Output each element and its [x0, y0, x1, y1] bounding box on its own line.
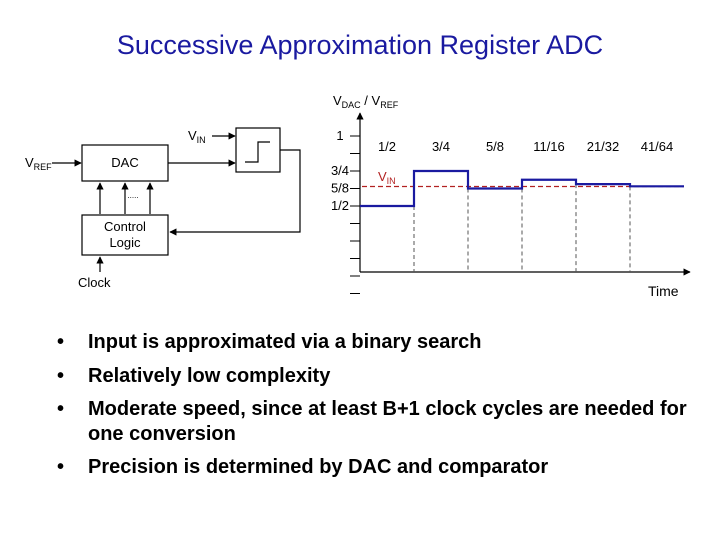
dac-bus-dots: ..... [127, 191, 139, 200]
bullet-dot: • [57, 456, 65, 478]
dac-label: DAC [111, 155, 139, 170]
step-value-label: 5/8 [485, 139, 505, 154]
y-tick-label: 3/4 [330, 163, 350, 178]
clock-label: Clock [78, 275, 111, 290]
bullet-text: Precision is determined by DAC and comparator [88, 456, 549, 478]
step-value-label: 41/64 [640, 139, 674, 154]
waveform-plot [331, 93, 690, 299]
y-tick-label: 5/8 [330, 180, 350, 196]
clock-gridlines [414, 184, 630, 272]
y-tick-label: 1 [336, 128, 344, 143]
block-diagram [25, 128, 300, 290]
bullet-dot: • [57, 331, 65, 353]
y-tick-labels [331, 128, 349, 213]
control-label-line1: Control [104, 219, 146, 234]
step-value-labels [378, 139, 673, 154]
bullet-text: Relatively low complexity [88, 364, 331, 387]
step-value-label: 1/2 [377, 139, 397, 154]
vref-label: $V_{REF}$ [25, 155, 52, 172]
step-value-label: 3/4 [431, 139, 451, 154]
xaxis-label: Time [648, 283, 679, 299]
comparator-vin-label: $V_{IN}$ [188, 128, 206, 145]
dac-step-waveform [360, 171, 684, 206]
bullet-list [55, 330, 705, 489]
bullet-item [55, 455, 705, 480]
control-label-line2: Logic [109, 235, 141, 250]
bullet-dot: • [57, 398, 65, 420]
bullet-item [55, 397, 705, 446]
bullet-item [55, 364, 705, 389]
vin-waveform-label: $V_{IN}$ [378, 169, 396, 186]
bullet-item [55, 330, 705, 355]
bullet-text: Moderate speed, since at least B+1 clock cycles are needed for one conversion [88, 398, 687, 445]
bullet-dot: • [57, 364, 65, 387]
step-value-label: 11/16 [533, 139, 565, 154]
y-tick-label: 1/2 [330, 198, 350, 213]
y-tick-marks [350, 136, 360, 294]
slide-title: Successive Approximation Register ADC [116, 30, 604, 60]
yaxis-label: $V_{DAC} / V_{REF}$ [333, 93, 399, 110]
bullet-text: Input is approximated via a binary search [88, 331, 482, 353]
step-value-label: 21/32 [586, 139, 620, 154]
